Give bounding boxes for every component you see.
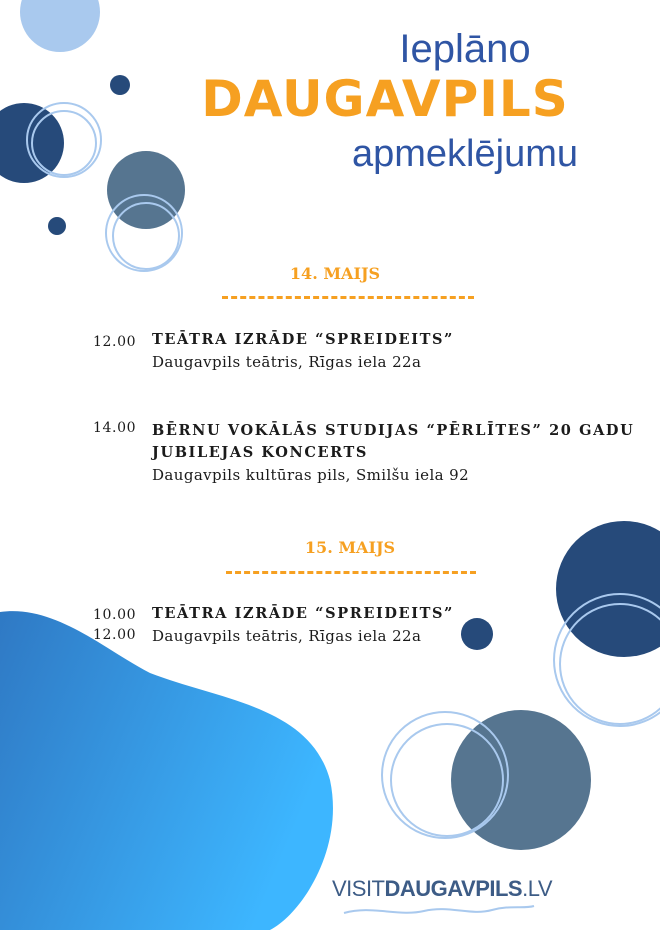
bubble-light <box>20 0 100 52</box>
day-title: 14. MAIJS <box>289 264 381 283</box>
bubble-dot <box>461 618 493 650</box>
event-title: TEĀTRA IZRĀDE “SPREIDEITS” <box>152 331 454 348</box>
event-title: TEĀTRA IZRĀDE “SPREIDEITS” <box>152 605 454 622</box>
logo-wave <box>344 906 534 913</box>
blue-blob <box>0 611 333 930</box>
event-time: 12.00 <box>93 334 137 350</box>
dashed-divider <box>226 571 476 574</box>
event-place: Daugavpils teātris, Rīgas iela 22a <box>152 627 422 645</box>
dashed-divider <box>222 296 474 299</box>
visitdaugavpils-logo[interactable] <box>330 876 554 902</box>
bubble-dot <box>48 217 66 235</box>
header-line3: apmeklējumu <box>352 133 578 175</box>
header-line1: Ieplāno <box>399 27 531 71</box>
logo-city: DAUGAVPILS <box>384 876 523 901</box>
logo-visit: VISIT <box>331 876 385 901</box>
event-time: 12.00 <box>93 627 137 643</box>
event-time: 10.00 <box>93 607 137 623</box>
logo-domain: .LV <box>522 876 552 901</box>
event-place: Daugavpils kultūras pils, Smilšu iela 92 <box>152 466 470 484</box>
bubble-dot <box>110 75 130 95</box>
event-place: Daugavpils teātris, Rīgas iela 22a <box>152 353 422 371</box>
day-title: 15. MAIJS <box>304 538 396 557</box>
event-time: 14.00 <box>93 420 137 436</box>
event-title: BĒRNU VOKĀLĀS STUDIJAS “PĒRLĪTES” 20 GADU <box>152 422 635 439</box>
event-title: JUBILEJAS KONCERTS <box>152 444 368 461</box>
header-city: DAUGAVPILS <box>201 70 569 128</box>
bubble-navy <box>556 521 660 657</box>
